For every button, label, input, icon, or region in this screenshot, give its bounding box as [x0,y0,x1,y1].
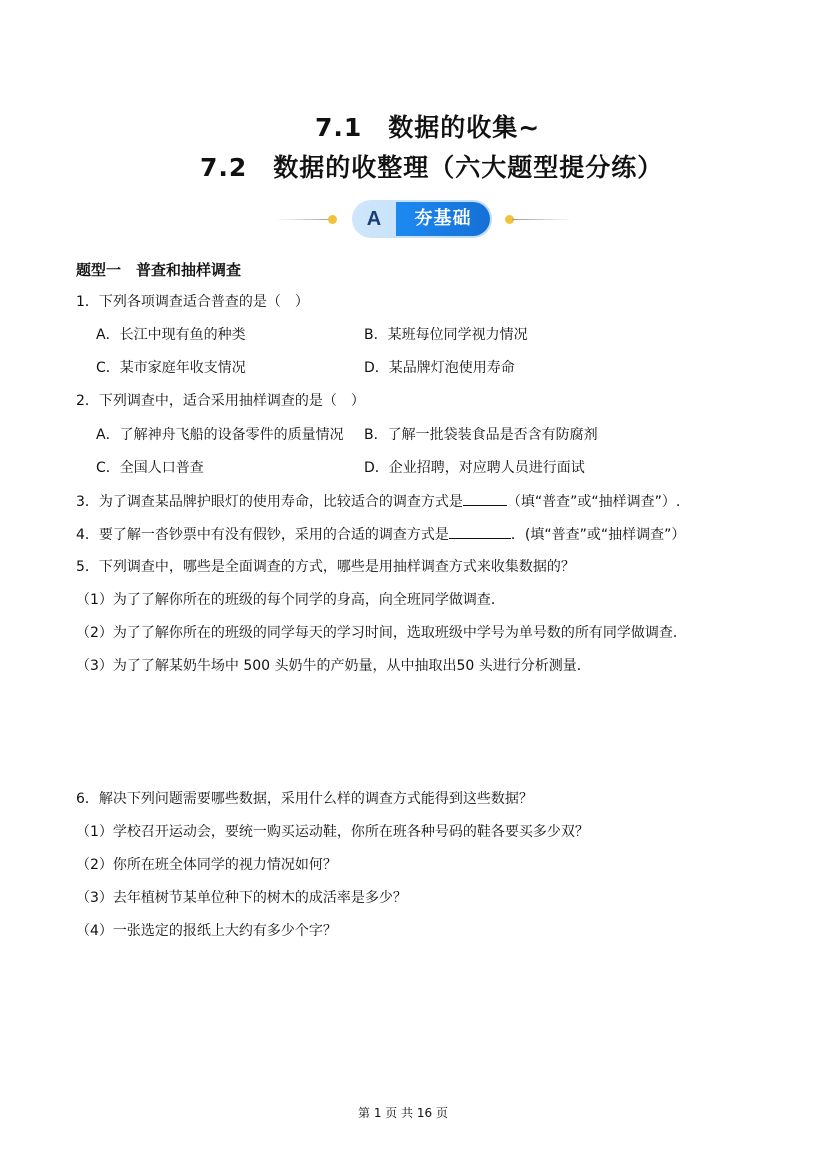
question-3-hint: （填“普查”或“抽样调查”）. [506,494,681,510]
page-number: 第 1 页 共 16 页 [358,1106,448,1120]
banner-left-line [275,219,335,220]
question-2-stem: 2．下列调查中，适合采用抽样调查的是（ ） [76,393,365,409]
question-2-option-b: B．了解一批袋装食品是否含有防腐剂 [364,427,598,443]
question-4-hint: ．(填“普查”或“抽样调查”） [510,527,686,543]
question-5-sub-1: （1）为了了解你所在的班级的每个同学的身高，向全班同学做调查． [76,592,505,608]
question-4-text: 4．要了解一沓钞票中有没有假钞，采用的合适的调查方式是 [76,527,449,543]
banner-label: 夯基础 [414,208,472,229]
question-3 [76,491,680,512]
question-6-stem: 6．解决下列问题需要哪些数据，采用什么样的调查方式能得到这些数据？ [76,791,533,807]
page-title-line1: 7.1 数据的收集~ [315,113,541,142]
question-1-option-c: C．某市家庭年收支情况 [96,360,246,376]
banner-letter: A [366,208,382,230]
banner-right-line [512,219,572,220]
question-2-option-c: C．全国人口普查 [96,460,204,476]
question-5-sub-3: （3）为了了解某奶牛场中 500 头奶牛的产奶量，从中抽取出50 头进行分析测量． [76,658,591,674]
page-title-line2: 7.2 数据的收整理（六大题型提分练） [200,153,664,182]
question-3-text: 3．为了调查某品牌护眼灯的使用寿命，比较适合的调查方式是 [76,494,463,510]
question-1-stem: 1．下列各项调查适合普查的是（ ） [76,294,309,310]
question-5-sub-2: （2）为了了解你所在的班级的同学每天的学习时间，选取班级中学号为单号数的所有同学做调查． [76,625,687,641]
question-5-stem: 5．下列调查中，哪些是全面调查的方式，哪些是用抽样调查方式来收集数据的？ [76,559,575,575]
question-1-option-a: A．长江中现有鱼的种类 [96,327,246,343]
question-6-sub-1: （1）学校召开运动会，要统一购买运动鞋，你所在班各种号码的鞋各要买多少双？ [76,824,589,840]
question-1-option-d: D．某品牌灯泡使用寿命 [364,360,515,376]
question-6-sub-3: （3）去年植树节某单位种下的树木的成活率是多少？ [76,890,407,906]
question-6-sub-2: （2）你所在班全体同学的视力情况如何？ [76,857,337,873]
question-2-option-d: D．企业招聘，对应聘人员进行面试 [364,460,585,476]
question-1-option-b: B．某班每位同学视力情况 [364,327,528,343]
question-6-sub-4: （4）一张选定的报纸上大约有多少个字？ [76,923,337,939]
answer-blank [449,524,511,539]
question-2-option-a: A．了解神舟飞船的设备零件的质量情况 [96,427,344,443]
answer-blank [463,491,507,506]
banner-left-dot [328,215,337,224]
question-4 [76,524,685,545]
section-heading: 题型一 普查和抽样调查 [76,261,242,279]
section-banner [352,200,492,238]
